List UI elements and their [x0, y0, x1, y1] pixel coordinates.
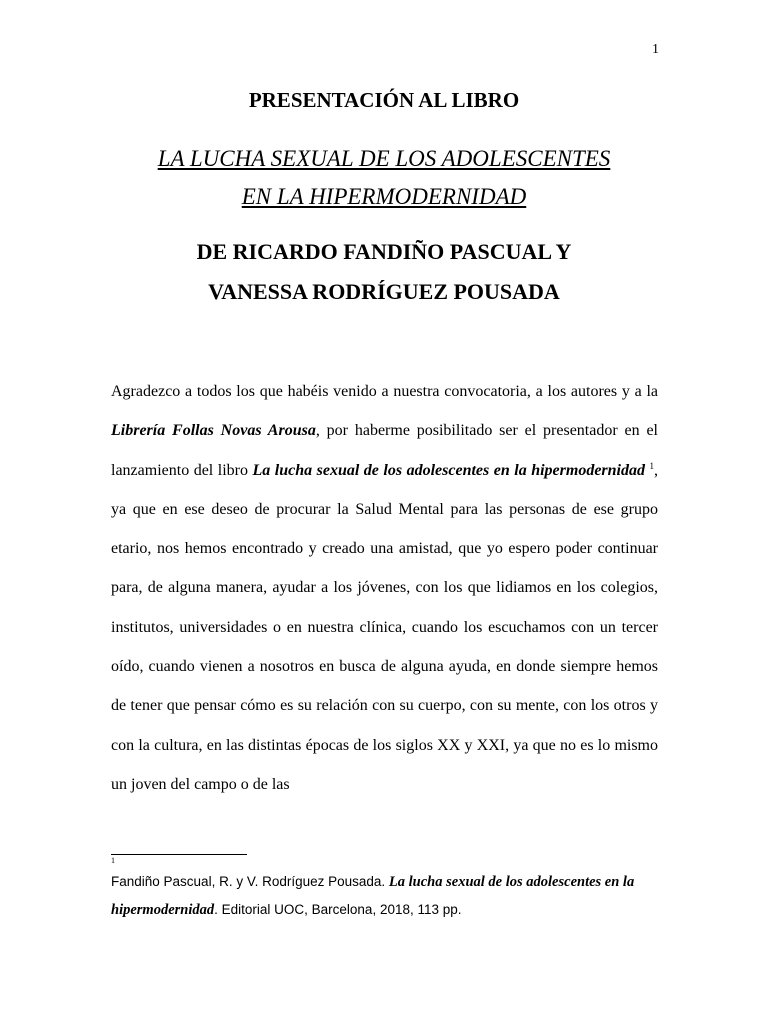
footnote-publisher: . Editorial UOC, Barcelona, 2018, 113 pp.: [214, 902, 462, 917]
body-text-1: Agradezco a todos los que habéis venido a nuestra convocatoria, a los autores y a la: [111, 383, 658, 400]
body-text-2: , por haberme posibilitado ser el presentador en el lanzamiento del libro: [111, 422, 658, 479]
footnote-book-title: La lucha sexual de los adolescentes en la hipermodernidad: [111, 874, 635, 918]
body-text-3: , ya que en ese deseo de procurar la Salud Mental para las personas de ese grupo etario, nos hemos encontrado y creado una amistad, que yo espero poder continuar para, de alguna manera, ayudar a los jóvenes, con los que lidiamos en los colegios, institutos, universidades o en nuestra clínica, cuando los escuchamos con un tercer oído, cuando vienen a nosotros en busca de alguna ayuda, en donde siempre hemos de tener que pensar cómo es su relación con su cuerpo, con su mente, con los otros y con la cultura, en las distintas épocas de los siglos XX y XXI, ya que no es lo mismo un joven del campo o de las: [111, 461, 659, 793]
footnote: [111, 868, 658, 924]
footnote-reference[interactable]: 1: [649, 460, 655, 471]
book-title-line-1: LA LUCHA SEXUAL DE LOS ADOLESCENTES: [157, 146, 611, 171]
book-title-inline: La lucha sexual de los adolescentes en la hipermodernidad: [252, 461, 645, 479]
document-title: PRESENTACIÓN AL LIBRO: [248, 88, 520, 112]
page-number: 1: [652, 42, 659, 57]
footnote-mark: 1: [111, 856, 115, 865]
footnote-separator: [111, 854, 247, 855]
authors-line-1: DE RICARDO FANDIÑO PASCUAL Y: [196, 239, 572, 264]
book-title-heading: [0, 140, 768, 216]
authors-line-2: VANESSA RODRÍGUEZ POUSADA: [208, 279, 560, 304]
bookstore-name: Librería Follas Novas Arousa: [111, 422, 316, 440]
authors-heading: [0, 232, 768, 312]
footnote-authors: Fandiño Pascual, R. y V. Rodríguez Pousada.: [111, 874, 389, 889]
body-paragraph: [111, 372, 658, 804]
book-title-line-2: EN LA HIPERMODERNIDAD: [241, 184, 527, 209]
